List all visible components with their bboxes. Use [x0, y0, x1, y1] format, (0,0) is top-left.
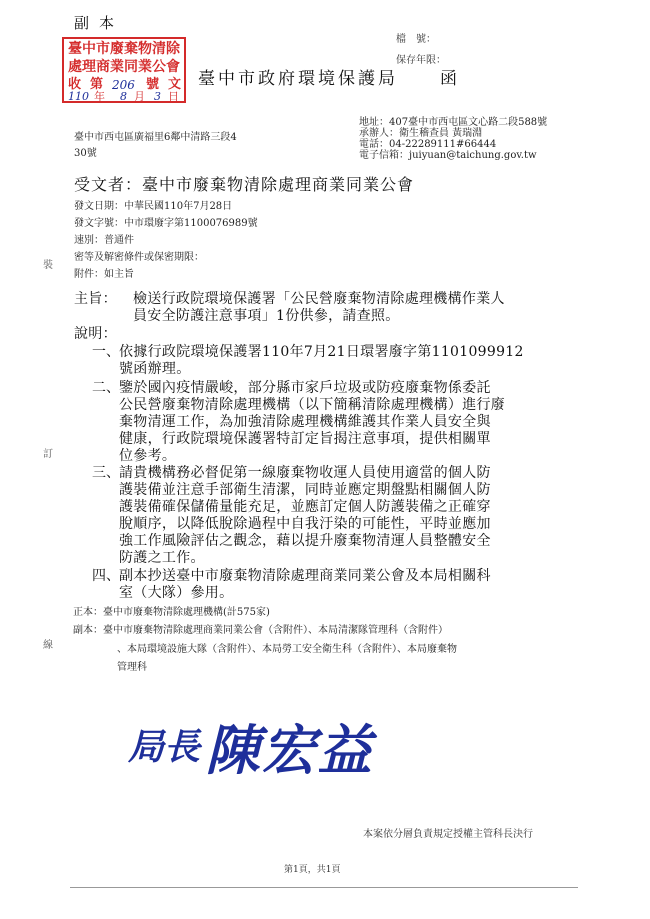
- stamp-number-suffix: 號: [146, 77, 160, 92]
- recipient-address-line-1: 臺中市西屯區廣福里6鄰中清路三段4: [74, 132, 237, 143]
- stamp-number-label: 第: [90, 77, 104, 92]
- subject-line-1: 檢送行政院環境保護署「公民營廢棄物清除處理機構作業人: [133, 291, 505, 307]
- issue-number: 發文字號：中市環廢字第1100076989號: [74, 218, 258, 229]
- item-line: 室（大隊）參用。: [119, 585, 234, 601]
- issue-date: 發文日期：中華民國110年7月28日: [74, 201, 233, 212]
- item-line: 位參考。: [119, 448, 177, 464]
- stamp-day: 3: [154, 90, 161, 103]
- handler: 承辦人：衛生稽查員 黃瑞淵: [359, 128, 483, 139]
- item-number: 一、: [92, 344, 120, 360]
- copy-recipients-line-2: 、本局環境設施大隊（含附件）、本局勞工安全衛生科（含附件）、本局廢棄物: [117, 644, 457, 655]
- stamp-date-row: [64, 91, 184, 103]
- item-line: 強工作風險評估之觀念，藉以提升廢棄物清運人員整體安全: [119, 533, 491, 549]
- original-recipients: 正本：臺中市廢棄物清除處理機構(計575家): [73, 607, 270, 618]
- item-line: 號函辦理。: [119, 361, 191, 377]
- recipient: 受文者：臺中市廢棄物清除處理商業同業公會: [74, 175, 415, 194]
- stamp-number-value: 206: [112, 78, 135, 92]
- delegation-note: 本案依分層負責規定授權主管科長決行: [363, 829, 533, 840]
- attachment: 附件：如主旨: [74, 269, 134, 280]
- stamp-line-1: 臺中市廢棄物清除: [68, 41, 180, 57]
- item-line: 脫順序，以降低脫除過程中自我汙染的可能性，平時並應加: [119, 516, 491, 532]
- item-line: 護裝備並注意手部衛生清潔，同時並應定期盤點相關個人防: [119, 482, 491, 498]
- explanation-label: 說明：: [74, 326, 117, 342]
- recipient-address-line-2: 30號: [74, 148, 97, 159]
- margin-ding: 訂: [43, 449, 53, 460]
- director-signature: [128, 708, 374, 785]
- page-bottom-rule: [70, 887, 578, 888]
- subject-line-2: 員安全防護注意事項」1份供參，請查照。: [133, 308, 400, 324]
- item-line: 請貴機構務必督促第一線廢棄物收運人員使用適當的個人防: [119, 465, 491, 481]
- item-line: 健康，行政院環境保護署特訂定旨揭注意事項，提供相關單: [119, 431, 491, 447]
- stamp-year: 110: [68, 90, 89, 103]
- stamp-year-unit: 年: [94, 90, 105, 103]
- item-line: 鑒於國內疫情嚴峻，部分縣市家戶垃圾或防疫廢棄物係委託: [119, 380, 491, 396]
- phone: 電話：04-22289111#66444: [359, 139, 497, 150]
- signature-name: 陳宏益: [205, 718, 374, 782]
- stamp-month-unit: 月: [134, 90, 145, 103]
- archive-number-label: 檔 號：: [396, 34, 436, 45]
- copy-recipients-line-1: 副本：臺中市廢棄物清除處理商業同業公會（含附件）、本局清潔隊管理科（含附件）: [73, 625, 448, 636]
- stamp-receive: 收: [68, 77, 82, 92]
- item-line: 護裝備確保儲備量能充足，並應訂定個人防護裝備之正確穿: [119, 499, 491, 515]
- item-line: 棄物清運工作，為加強清除處理機構維護其作業人員安全與: [119, 414, 491, 430]
- item-number: 四、: [92, 568, 120, 584]
- doc-type: 函: [440, 69, 457, 89]
- copy-mark: 副本: [74, 14, 125, 32]
- receipt-stamp: [62, 37, 186, 103]
- signature-title: 局長: [128, 726, 201, 768]
- copy-recipients-line-3: 管理科: [117, 662, 147, 673]
- page-indicator: 第1頁，共1頁: [284, 865, 341, 875]
- stamp-day-unit: 日: [168, 90, 179, 103]
- org-title: 臺中市政府環境保護局: [198, 69, 398, 89]
- sender-address: 地址：407臺中市西屯區文心路二段588號: [359, 117, 548, 128]
- item-line: 副本抄送臺中市廢棄物清除處理商業同業公會及本局相關科: [119, 568, 491, 584]
- item-number: 三、: [92, 465, 120, 481]
- email: 電子信箱：juiyuan@taichung.gov.tw: [359, 150, 537, 161]
- item-line: 依據行政院環境保護署110年7月21日環署廢字第1101099912: [119, 344, 524, 360]
- item-line: 公民營廢棄物清除處理機構（以下簡稱清除處理機構）進行廢: [119, 397, 506, 413]
- stamp-month: 8: [120, 90, 127, 103]
- secrecy: 密等及解密條件或保密期限：: [74, 252, 204, 263]
- stamp-wen: 文: [168, 77, 182, 92]
- speed: 速別：普通件: [74, 235, 134, 246]
- item-line: 防護之工作。: [119, 550, 205, 566]
- margin-zhuang: 裝: [43, 260, 53, 271]
- retention-label: 保存年限：: [396, 55, 446, 66]
- stamp-line-2: 處理商業同業公會: [68, 59, 180, 75]
- item-number: 二、: [92, 380, 120, 396]
- subject-label: 主旨：: [74, 291, 117, 307]
- margin-xian: 線: [43, 640, 53, 651]
